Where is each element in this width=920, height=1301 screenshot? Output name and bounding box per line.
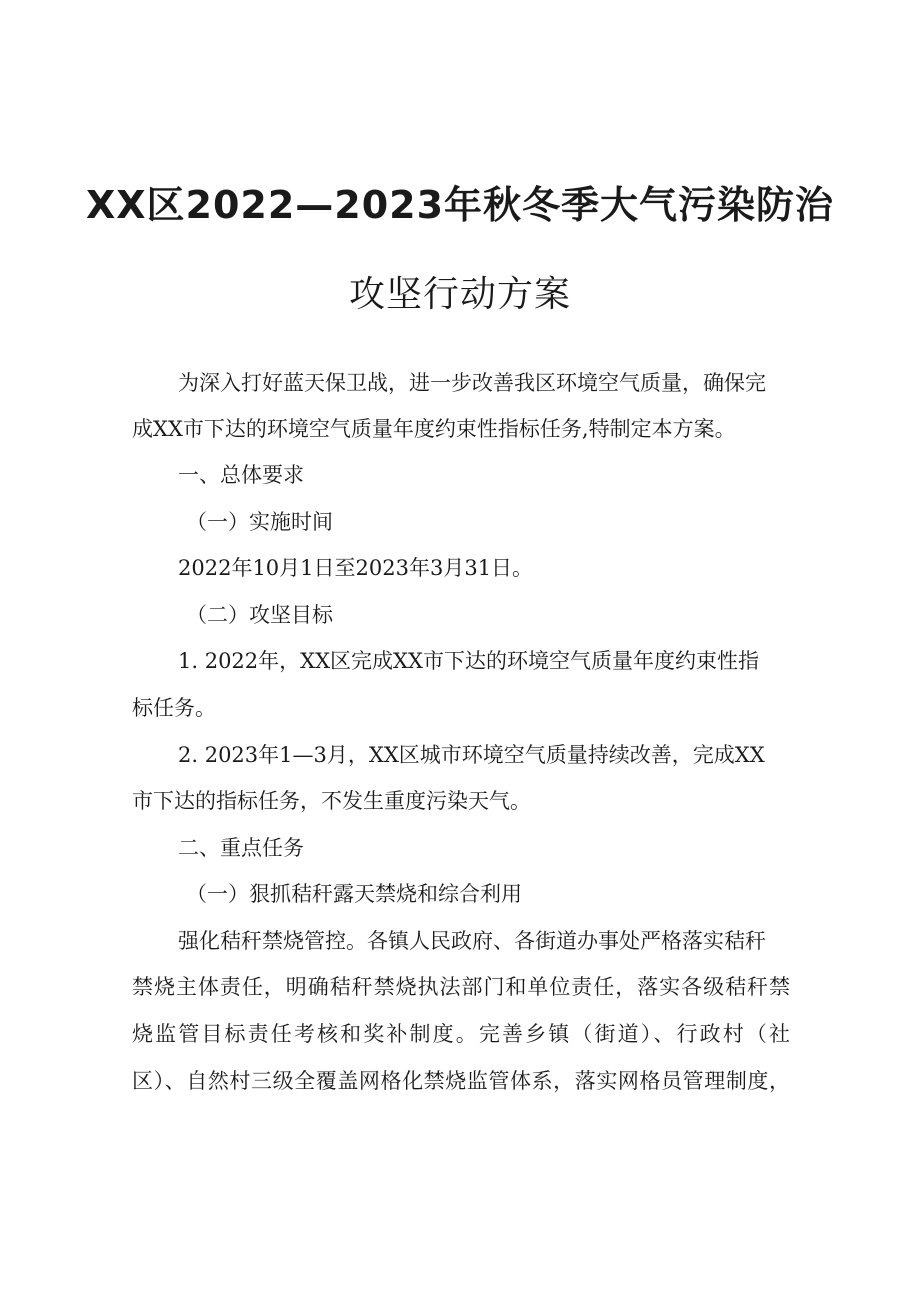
section1-sub1-heading: （一）实施时间 [186, 510, 333, 534]
target-item2-line1: 2. 2023年1—3月，XX区城市环境空气质量持续改善，完成XX [178, 743, 765, 767]
target-item1-line2: 标任务。 [132, 696, 216, 720]
document-title-line1: XX区2022—2023年秋冬季大气污染防治 [85, 183, 835, 227]
section1-heading: 一、总体要求 [178, 463, 304, 487]
task-para-line3: 烧监管目标责任考核和奖补制度。完善乡镇（街道）、行政村（社 [132, 1022, 790, 1046]
section2-sub1-heading: （一）狠抓秸秆露天禁烧和综合利用 [186, 882, 522, 906]
document-title-line2: 攻坚行动方案 [348, 274, 571, 315]
target-item1-line1: 1. 2022年，XX区完成XX市下达的环境空气质量年度约束性指 [178, 649, 759, 673]
task-para-line4: 区）、自然村三级全覆盖网格化禁烧监管体系，落实网格员管理制度， [132, 1069, 790, 1093]
target-item2-line2: 市下达的指标任务，不发生重度污染天气。 [132, 789, 531, 813]
section1-sub1-text: 2022年10月1日至2023年3月31日。 [178, 556, 534, 580]
task-para-line2: 禁烧主体责任，明确秸秆禁烧执法部门和单位责任，落实各级秸秆禁 [132, 975, 790, 999]
section1-sub2-heading: （二）攻坚目标 [186, 603, 333, 627]
section2-heading: 二、重点任务 [178, 836, 304, 860]
intro-line-1: 为深入打好蓝天保卫战，进一步改善我区环境空气质量，确保完 [178, 371, 766, 395]
task-para-line1: 强化秸秆禁烧管控。各镇人民政府、各街道办事处严格落实秸秆 [178, 929, 766, 953]
intro-line-2: 成XX市下达的环境空气质量年度约束性指标任务,特制定本方案。 [132, 417, 736, 441]
